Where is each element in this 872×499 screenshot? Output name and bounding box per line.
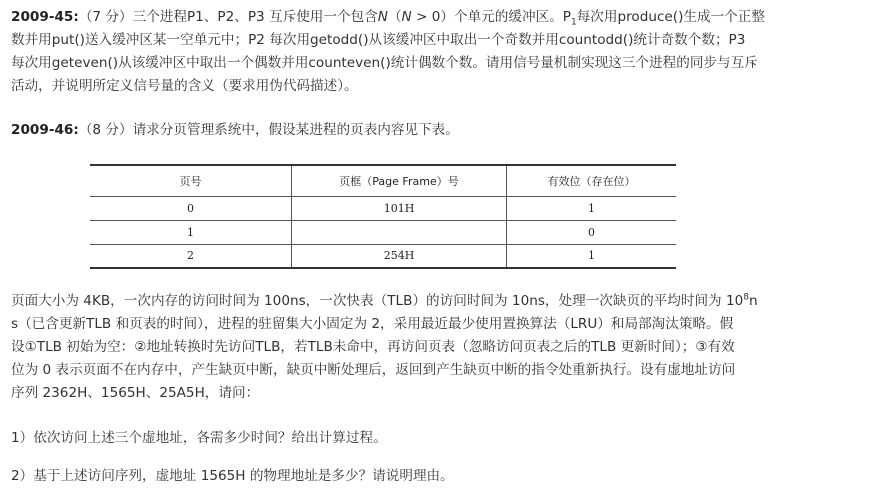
q46-exponent: 8 xyxy=(743,292,749,303)
q45-var-n: N xyxy=(377,9,388,25)
table-cell: 1 xyxy=(90,220,292,244)
q46-line-intro xyxy=(11,119,459,142)
q46-intro-text: 请求分页管理系统中，假设某进程的页表内容见下表。 xyxy=(132,122,459,138)
q46-body-line-5: 序列 2362H、1565H、25A5H，请问： xyxy=(11,385,260,401)
table-cell: 1 xyxy=(588,249,595,263)
q45-id: 2009-45: xyxy=(11,9,79,25)
q46-sub-question-2 xyxy=(11,465,454,488)
q46-body-text-1a: 页面大小为 4KB，一次内存的访问时间为 100ns，一次快表（TLB）的访问时间为 10ns，处理一次缺页的平均时间为 10 xyxy=(11,293,744,309)
q45-text-1c: > 0）个单元的缓冲区。P xyxy=(411,9,571,25)
q45-p1-subscript: 1 xyxy=(570,17,577,28)
q45-text-1b: （ xyxy=(387,9,402,25)
table-cell: 101H xyxy=(292,197,507,221)
table-row xyxy=(90,197,676,221)
q46-id: 2009-46: xyxy=(11,122,79,138)
table-row xyxy=(90,220,676,244)
q46-body-line-1 xyxy=(11,290,758,313)
question-45 xyxy=(11,6,765,98)
q45-line-4: 活动，并说明所定义信号量的含义（要求用伪代码描述）。 xyxy=(11,78,358,94)
q46-body-line-3: 设①TLB 初始为空：②地址转换时先访问TLB，若TLB未命中，再访问页表（忽略访问页表之后的TLB 更新时间）；③有效 xyxy=(11,339,735,355)
table-cell: 1 xyxy=(507,197,677,221)
table-cell: 254H xyxy=(292,244,507,267)
table-header-page-no: 页号 xyxy=(90,166,292,197)
table-row xyxy=(90,244,676,267)
table-cell: 2 xyxy=(90,244,292,267)
q46-sub-question-1-text: 1）依次访问上述三个虚地址，各需多少时间？给出计算过程。 xyxy=(11,430,387,446)
q45-text-1a: 三个进程P1、P2、P3 互斥使用一个包含 xyxy=(132,9,378,25)
q45-line-3: 每次用geteven()从该缓冲区中取出一个偶数并用counteven()统计偶数个数。请用信号量机制实现这三个进程的同步与互斥 xyxy=(11,55,758,71)
q46-body-line-2: s（已含更新TLB 和页表的时间），进程的驻留集大小固定为 2，采用最近最少使用置换算法（LRU）和局部淘汰策略。假 xyxy=(11,316,734,332)
table-cell xyxy=(292,220,507,244)
q46-sub-question-2-text: 2）基于上述访问序列，虚地址 1565H 的物理地址是多少？请说明理由。 xyxy=(11,468,454,484)
q46-body-line-4: 位为 0 表示页面不在内存中，产生缺页中断，缺页中断处理后，返回到产生缺页中断的指令处重新执行。设有虚地址访问 xyxy=(11,362,736,378)
table-header-frame-no: 页框（Page Frame）号 xyxy=(292,166,507,197)
table-header-valid-bit: 有效位（存在位） xyxy=(507,166,677,197)
page-table xyxy=(90,164,676,269)
q46-sub-question-1 xyxy=(11,427,387,450)
q45-line-2: 数并用put()送入缓冲区某一空单元中；P2 每次用getodd()从该缓冲区中取出一个奇数并用countodd()统计奇数个数；P3 xyxy=(11,32,746,48)
table-cell: 0 xyxy=(90,197,292,221)
table-header-row xyxy=(90,166,676,197)
q45-points: （7 分） xyxy=(78,9,133,25)
question-46-body xyxy=(11,290,758,405)
q46-body-text-1b: n xyxy=(748,293,758,309)
q45-var-n-2: N xyxy=(401,9,412,25)
question-46-intro xyxy=(11,119,459,142)
q45-line-1 xyxy=(11,6,765,29)
table-cell: 0 xyxy=(507,220,677,244)
q45-text-1d: 每次用produce()生成一个正整 xyxy=(576,9,765,25)
q46-points: （8 分） xyxy=(78,122,133,138)
